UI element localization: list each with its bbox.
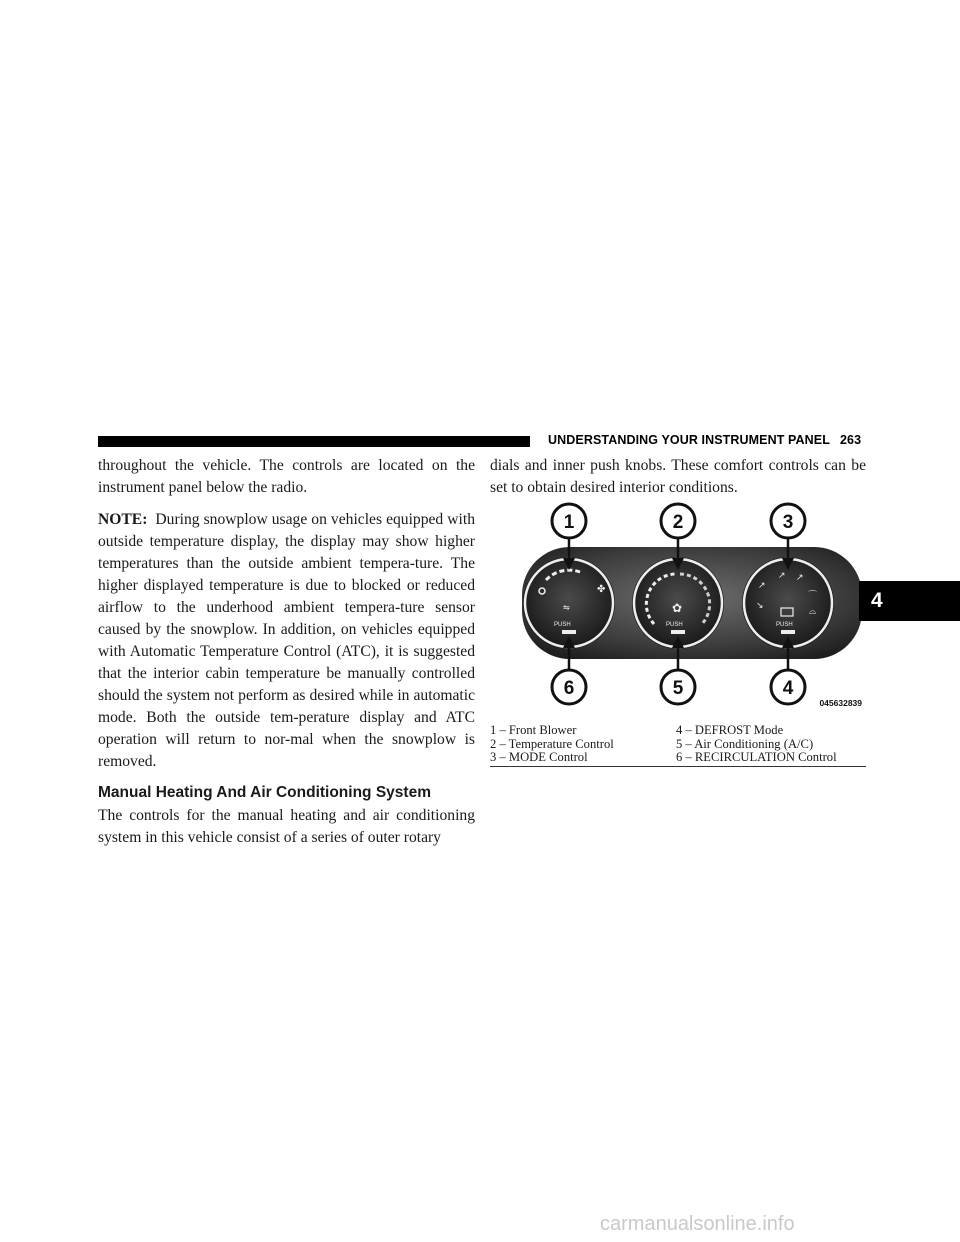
climate-control-figure — [490, 500, 866, 722]
figure-caption — [490, 724, 866, 767]
note-label: NOTE: — [98, 511, 148, 528]
paragraph: The controls for the manual heating and air conditioning system in this vehicle consist of a series of outer rotary — [98, 807, 475, 846]
caption-item: 2 – Temperature Control — [490, 736, 614, 751]
svg-text:2: 2 — [672, 512, 684, 533]
note-paragraph — [98, 509, 475, 773]
left-column — [98, 455, 475, 859]
running-header — [548, 433, 861, 447]
svg-text:↘: ↘ — [756, 601, 764, 611]
header-rule — [98, 436, 530, 447]
figure-code: 045632839 — [819, 698, 862, 708]
caption-item: 1 – Front Blower — [490, 723, 577, 737]
svg-text:PUSH: PUSH — [666, 622, 683, 628]
right-column — [490, 455, 866, 499]
page-number: 263 — [839, 433, 862, 447]
svg-text:6: 6 — [563, 678, 575, 699]
note-text: During snowplow usage on vehicles equipped with outside temperature display, the display may show higher temperatures than the outside ambient tempera-ture. The higher displayed temperature is due to blocked or reduced airflow to the underhood ambient tempera-ture sensor caused by the snowplow. In addition, on vehicles equipped with Automatic Temperature Control (ATC), it is suggested that the interior cabin temperature be manually controlled should the system not perform as desired while in automatic mode. Both the outside tem-perature display and ATC operation will return to nor-mal when the snowplow is removed. — [98, 511, 475, 770]
svg-text:↗: ↗ — [758, 581, 766, 591]
svg-text:1: 1 — [563, 512, 575, 533]
svg-text:↗: ↗ — [796, 573, 804, 583]
caption-item: 3 – MODE Control — [490, 750, 588, 765]
section-title: UNDERSTANDING YOUR INSTRUMENT PANEL — [548, 433, 830, 447]
paragraph: dials and inner push knobs. These comfort controls can be set to obtain desired interior conditions. — [490, 457, 866, 496]
caption-item: 6 – RECIRCULATION Control — [676, 750, 837, 765]
svg-text:✿: ✿ — [672, 601, 683, 615]
svg-text:4: 4 — [782, 678, 794, 699]
caption-item: 4 – DEFROST Mode — [676, 723, 784, 737]
svg-text:3: 3 — [782, 512, 794, 533]
mode-dial — [742, 557, 834, 649]
caption-row — [490, 724, 866, 738]
svg-text:⌒: ⌒ — [808, 591, 818, 601]
svg-text:↗: ↗ — [778, 571, 786, 581]
section-heading: Manual Heating And Air Conditioning System — [98, 784, 431, 801]
svg-text:⌓: ⌓ — [809, 607, 817, 617]
watermark: carmanualsonline.info — [600, 1213, 795, 1235]
caption-item: 5 – Air Conditioning (A/C) — [676, 736, 814, 751]
svg-text:5: 5 — [672, 678, 684, 699]
climate-panel-illustration — [490, 500, 866, 722]
chapter-tab: 4 — [859, 581, 960, 621]
caption-row — [490, 751, 866, 765]
svg-text:PUSH: PUSH — [554, 622, 571, 628]
svg-text:PUSH: PUSH — [776, 622, 793, 628]
svg-text:⇋: ⇋ — [563, 603, 570, 612]
caption-row — [490, 738, 866, 752]
temperature-dial — [632, 557, 724, 649]
paragraph: throughout the vehicle. The controls are located on the instrument panel below the radio. — [98, 457, 475, 496]
front-blower-dial — [523, 557, 615, 649]
svg-text:✤: ✤ — [597, 584, 606, 595]
